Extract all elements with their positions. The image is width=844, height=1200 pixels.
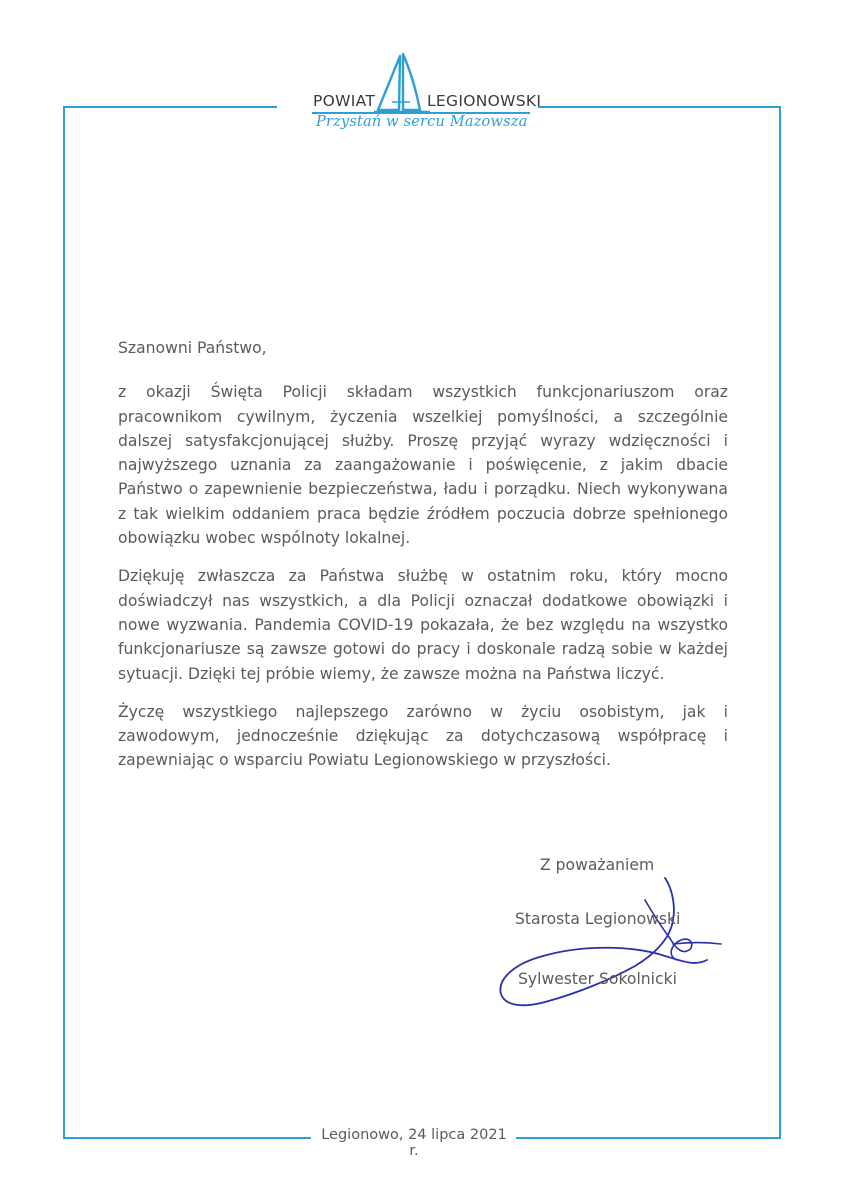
frame-right-line bbox=[779, 106, 781, 1139]
frame-bottom-left-line bbox=[63, 1137, 311, 1139]
letter-body bbox=[118, 336, 728, 787]
closing-regards: Z poważaniem bbox=[540, 856, 655, 874]
powiat-logo bbox=[290, 52, 540, 142]
paragraph-1: z okazji Święta Policji składam wszystkich funkcjonariuszom oraz pracownikom cywilnym, życzenia wszelkiej pomyślności, a szczególnie dalszej satysfakcjonującej służby. Proszę przyjąć wyrazy wdzięczności i najwyższego uznania za zaangażowanie i poświęcenie, z jakim dbacie Państwo o zapewnienie bezpieczeństwa, ładu i porządku. Niech wykonywana z tak wielkim oddaniem praca będzie źródłem poczucia dobrze spełnionego obowiązku wobec wspólnoty lokalnej. bbox=[118, 383, 728, 548]
logo-tagline: Przystań w sercu Mazowsza bbox=[316, 114, 528, 130]
logo-word-legionowski: LEGIONOWSKI bbox=[427, 92, 542, 110]
frame-top-right-line bbox=[538, 106, 781, 108]
footer-place-date: Legionowo, 24 lipca 2021 r. bbox=[321, 1127, 507, 1159]
paragraph-2: Dziękuję zwłaszcza za Państwa służbę w ostatnim roku, który mocno doświadczył nas wszystkich, a dla Policji oznaczał dodatkowe obowiązki i nowe wyzwania. Pandemia COVID-19 pokazała, że bez względu na wszystko funkcjonariusze są zawsze gotowi do pracy i doskonale radzą sobie w każdej sytuacji. Dzięki tej próbie wiemy, że zawsze można na Państwa liczyć. bbox=[118, 567, 728, 683]
paragraph-3: Życzę wszystkiego najlepszego zarówno w życiu osobistym, jak i zawodowym, jednocześnie dziękując za dotychczasową współpracę i zapewniając o wsparciu Powiatu Legionowskiego w przyszłości. bbox=[118, 702, 728, 770]
logo-word-powiat: POWIAT bbox=[313, 92, 376, 110]
salutation: Szanowni Państwo, bbox=[118, 339, 267, 357]
frame-top-left-line bbox=[63, 106, 277, 108]
frame-left-line bbox=[63, 106, 65, 1139]
frame-bottom-right-line bbox=[516, 1137, 781, 1139]
signatory-name: Sylwester Sokolnicki bbox=[518, 970, 677, 988]
handwritten-signature bbox=[495, 870, 725, 1020]
signatory-title: Starosta Legionowski bbox=[515, 910, 681, 928]
